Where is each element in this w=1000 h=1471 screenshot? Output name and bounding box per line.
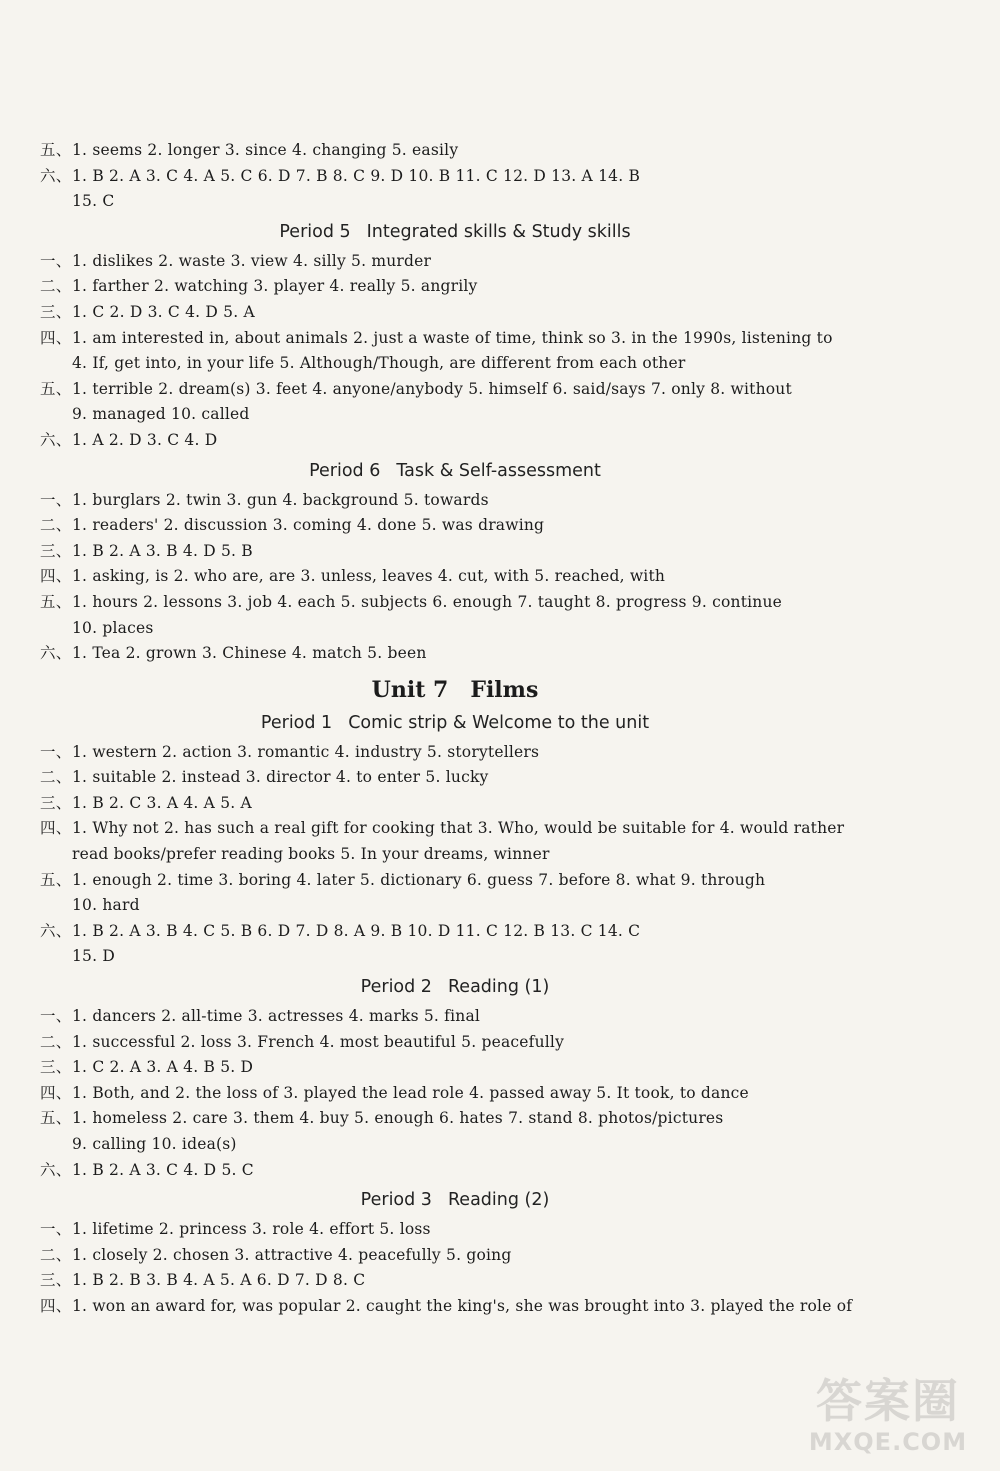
section-number: 一、 — [40, 1220, 72, 1239]
answer-text: 1. won an award for, was popular 2. caught the king's, she was brought into 3. played the role of — [72, 1296, 853, 1315]
answer-text: 1. B 2. C 3. A 4. A 5. A — [72, 793, 252, 812]
section-number: 六、 — [40, 166, 72, 185]
section-number: 二、 — [40, 1245, 72, 1264]
answer-line — [40, 641, 870, 667]
period-heading — [40, 459, 870, 484]
answer-line — [40, 377, 870, 403]
answer-line-continuation: 10. hard — [72, 896, 140, 915]
answer-text: 1. Tea 2. grown 3. Chinese 4. match 5. been — [72, 644, 427, 663]
answer-line — [40, 919, 870, 945]
answer-line-continuation: 10. places — [72, 618, 154, 637]
answer-line-continuation: 4. If, get into, in your life 5. Although/Though, are different from each other — [72, 354, 686, 373]
answer-line — [40, 564, 870, 590]
answer-content — [40, 138, 870, 1320]
answer-text: 1. B 2. A 3. B 4. D 5. B — [72, 541, 253, 560]
answer-text: 1. C 2. D 3. C 4. D 5. A — [72, 302, 255, 321]
answer-line — [40, 1268, 870, 1294]
answer-text: 1. burglars 2. twin 3. gun 4. background 5. towards — [72, 490, 489, 509]
section-number: 六、 — [40, 1160, 72, 1179]
section-number: 二、 — [40, 1032, 72, 1051]
answer-line — [40, 138, 870, 164]
watermark-logo — [798, 1375, 978, 1465]
answer-text: 1. Why not 2. has such a real gift for cooking that 3. Who, would be suitable for 4. would rather — [72, 819, 845, 838]
period-number: Period 5 — [279, 221, 351, 242]
period-heading — [40, 711, 870, 736]
answer-line — [40, 488, 870, 514]
answer-line-continuation: 15. C — [72, 192, 115, 211]
section-number: 四、 — [40, 1296, 72, 1315]
answer-line — [40, 791, 870, 817]
period-title: Comic strip & Welcome to the unit — [348, 712, 650, 733]
period-heading — [40, 220, 870, 245]
answer-line — [40, 590, 870, 616]
answer-line — [40, 1158, 870, 1184]
answer-text: 1. suitable 2. instead 3. director 4. to enter 5. lucky — [72, 768, 489, 787]
answer-line-continuation: read books/prefer reading books 5. In your dreams, winner — [72, 845, 550, 864]
period-number: Period 3 — [360, 1190, 432, 1211]
section-number: 二、 — [40, 516, 72, 535]
section-number: 一、 — [40, 251, 72, 270]
period-title: Integrated skills & Study skills — [366, 221, 631, 242]
answer-text: 1. am interested in, about animals 2. just a waste of time, think so 3. in the 1990s, listening to — [72, 328, 833, 347]
section-number: 五、 — [40, 592, 72, 611]
unit-heading — [40, 675, 870, 705]
answer-text: 1. B 2. A 3. C 4. A 5. C 6. D 7. B 8. C 9. D 10. B 11. C 12. D 13. A 14. B — [72, 166, 641, 185]
answer-text: 1. C 2. A 3. A 4. B 5. D — [72, 1058, 254, 1077]
answer-line — [40, 428, 870, 454]
answer-line — [40, 1243, 870, 1269]
answer-line — [40, 513, 870, 539]
answer-line — [40, 164, 870, 190]
watermark-logo-text: 答案圈 — [816, 1374, 960, 1428]
answer-line — [40, 326, 870, 352]
period-title: Reading (1) — [447, 977, 550, 998]
watermark-site-text: MXQE.COM — [808, 1428, 968, 1456]
answer-text: 1. Both, and 2. the loss of 3. played the lead role 4. passed away 5. It took, to dance — [72, 1083, 749, 1102]
answer-text: 1. enough 2. time 3. boring 4. later 5. dictionary 6. guess 7. before 8. what 9. through — [72, 870, 766, 889]
answer-text: 1. A 2. D 3. C 4. D — [72, 430, 218, 449]
answer-text: 1. successful 2. loss 3. French 4. most beautiful 5. peacefully — [72, 1032, 565, 1051]
section-number: 三、 — [40, 1271, 72, 1290]
answer-line-continuation: 9. managed 10. called — [72, 405, 250, 424]
answer-text: 1. B 2. A 3. B 4. C 5. B 6. D 7. D 8. A 9. B 10. D 11. C 12. B 13. C 14. C — [72, 921, 641, 940]
answer-line — [40, 539, 870, 565]
period-title: Reading (2) — [447, 1190, 550, 1211]
section-number: 六、 — [40, 921, 72, 940]
section-number: 六、 — [40, 644, 72, 663]
answer-text: 1. seems 2. longer 3. since 4. changing 5. easily — [72, 141, 459, 159]
answer-text: 1. western 2. action 3. romantic 4. industry 5. storytellers — [72, 742, 540, 761]
period-number: Period 6 — [309, 460, 381, 481]
section-number: 六、 — [40, 430, 72, 449]
answer-text: 1. terrible 2. dream(s) 3. feet 4. anyone/anybody 5. himself 6. said/says 7. only 8. without — [72, 379, 792, 398]
answer-line-continuation: 9. calling 10. idea(s) — [72, 1135, 237, 1153]
period-title: Task & Self-assessment — [396, 460, 601, 481]
answer-text: 1. hours 2. lessons 3. job 4. each 5. subjects 6. enough 7. taught 8. progress 9. continue — [72, 592, 783, 611]
answer-line-continuation: 15. D — [72, 947, 116, 966]
answer-line — [40, 816, 870, 842]
answer-line — [40, 1081, 870, 1107]
answer-line — [40, 274, 870, 300]
period-number: Period 2 — [360, 977, 432, 998]
answer-line — [40, 1217, 870, 1243]
answer-line — [40, 249, 870, 275]
section-number: 四、 — [40, 328, 72, 347]
answer-text: 1. dislikes 2. waste 3. view 4. silly 5. murder — [72, 251, 432, 270]
section-number: 五、 — [40, 379, 72, 398]
section-number: 四、 — [40, 1083, 72, 1102]
answer-text: 1. homeless 2. care 3. them 4. buy 5. enough 6. hates 7. stand 8. photos/pictures — [72, 1109, 724, 1128]
section-number: 四、 — [40, 567, 72, 586]
section-number: 三、 — [40, 793, 72, 812]
section-number: 五、 — [40, 1109, 72, 1128]
answer-text: 1. asking, is 2. who are, are 3. unless, leaves 4. cut, with 5. reached, with — [72, 567, 666, 586]
period-heading — [40, 975, 870, 1000]
answer-text: 1. B 2. B 3. B 4. A 5. A 6. D 7. D 8. C — [72, 1271, 366, 1290]
section-number: 一、 — [40, 1007, 72, 1026]
answer-text: 1. dancers 2. all-time 3. actresses 4. marks 5. final — [72, 1007, 481, 1026]
answer-line — [40, 868, 870, 894]
answer-line — [40, 1055, 870, 1081]
section-number: 四、 — [40, 819, 72, 838]
section-number: 一、 — [40, 742, 72, 761]
section-number: 五、 — [40, 870, 72, 889]
section-number: 一、 — [40, 490, 72, 509]
answer-text: 1. B 2. A 3. C 4. D 5. C — [72, 1160, 254, 1179]
section-number: 三、 — [40, 541, 72, 560]
section-number: 二、 — [40, 277, 72, 296]
answer-line — [40, 1294, 870, 1320]
answer-line — [40, 740, 870, 766]
answer-text: 1. lifetime 2. princess 3. role 4. effort 5. loss — [72, 1220, 431, 1239]
answer-line — [40, 1106, 870, 1132]
section-number: 五、 — [40, 141, 72, 159]
section-number: 三、 — [40, 1058, 72, 1077]
section-number: 三、 — [40, 302, 72, 321]
answer-line — [40, 1030, 870, 1056]
section-number: 二、 — [40, 768, 72, 787]
period-heading — [40, 1188, 870, 1213]
unit-title: Films — [470, 676, 539, 703]
answer-line — [40, 1004, 870, 1030]
answer-line — [40, 765, 870, 791]
answer-line — [40, 300, 870, 326]
answer-text: 1. readers' 2. discussion 3. coming 4. done 5. was drawing — [72, 516, 545, 535]
unit-number: Unit 7 — [371, 676, 449, 703]
answer-text: 1. closely 2. chosen 3. attractive 4. peacefully 5. going — [72, 1245, 512, 1264]
period-number: Period 1 — [260, 712, 333, 733]
answer-text: 1. farther 2. watching 3. player 4. really 5. angrily — [72, 277, 478, 296]
